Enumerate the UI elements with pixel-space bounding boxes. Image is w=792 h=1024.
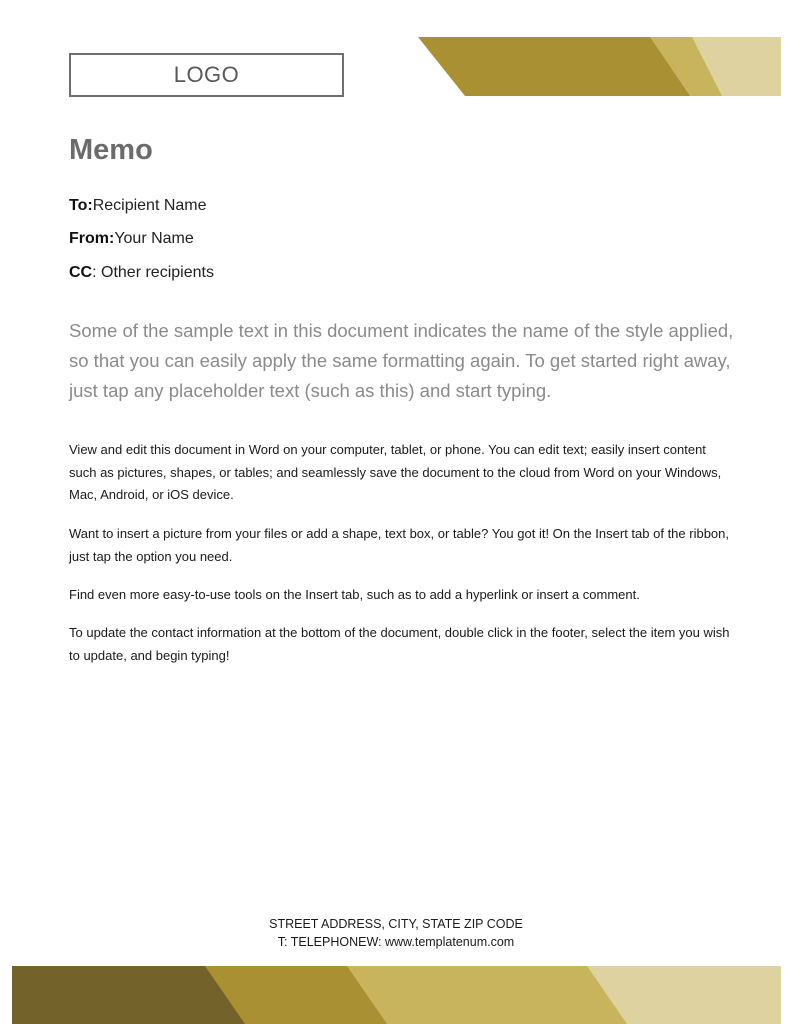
footer-contact-line: T: TELEPHONEW: www.templatenum.com <box>277 935 515 949</box>
from-value: Your Name <box>114 230 194 247</box>
from-field <box>69 230 194 248</box>
footer-decorative-band <box>0 966 792 1024</box>
cc-value: : Other recipients <box>92 264 214 281</box>
from-label: From: <box>69 230 115 247</box>
body-paragraph: View and edit this document in Word on your computer, tablet, or phone. You can edit text; easily insert content such as pictures, shapes, or tables; and seamlessly save the document to the cloud from Word on your Windows, Mac, Android, or iOS device. <box>69 442 722 502</box>
footer-contact-block <box>0 915 792 951</box>
cc-label: CC <box>69 264 93 281</box>
body-paragraph: Find even more easy-to-use tools on the Insert tab, such as to add a hyperlink or insert a comment. <box>69 587 640 602</box>
footer-band-olive-dark <box>12 966 245 1024</box>
cc-field <box>69 264 214 282</box>
logo-placeholder <box>69 53 344 97</box>
footer-address-line: STREET ADDRESS, CITY, STATE ZIP CODE <box>269 917 523 931</box>
header-band-dark <box>418 37 690 96</box>
memo-title: Memo <box>69 134 153 166</box>
footer-band-gold-mid <box>345 966 627 1024</box>
to-label: To: <box>69 197 93 214</box>
body-paragraph: Want to insert a picture from your files or add a shape, text box, or table? You got it! On the Insert tab of the ribbon, just tap the option you need. <box>69 526 730 564</box>
logo-text: LOGO <box>173 62 240 87</box>
intro-placeholder-text: Some of the sample text in this document indicates the name of the style applied, so that you can easily apply the same formatting again. To get started right away, just tap any placeholder text (such as this) and start typing. <box>69 320 734 401</box>
body-paragraph: To update the contact information at the bottom of the document, double click in the footer, select the item you wish to update, and begin typing! <box>69 625 730 663</box>
to-value: Recipient Name <box>92 197 207 214</box>
to-field <box>69 197 207 215</box>
